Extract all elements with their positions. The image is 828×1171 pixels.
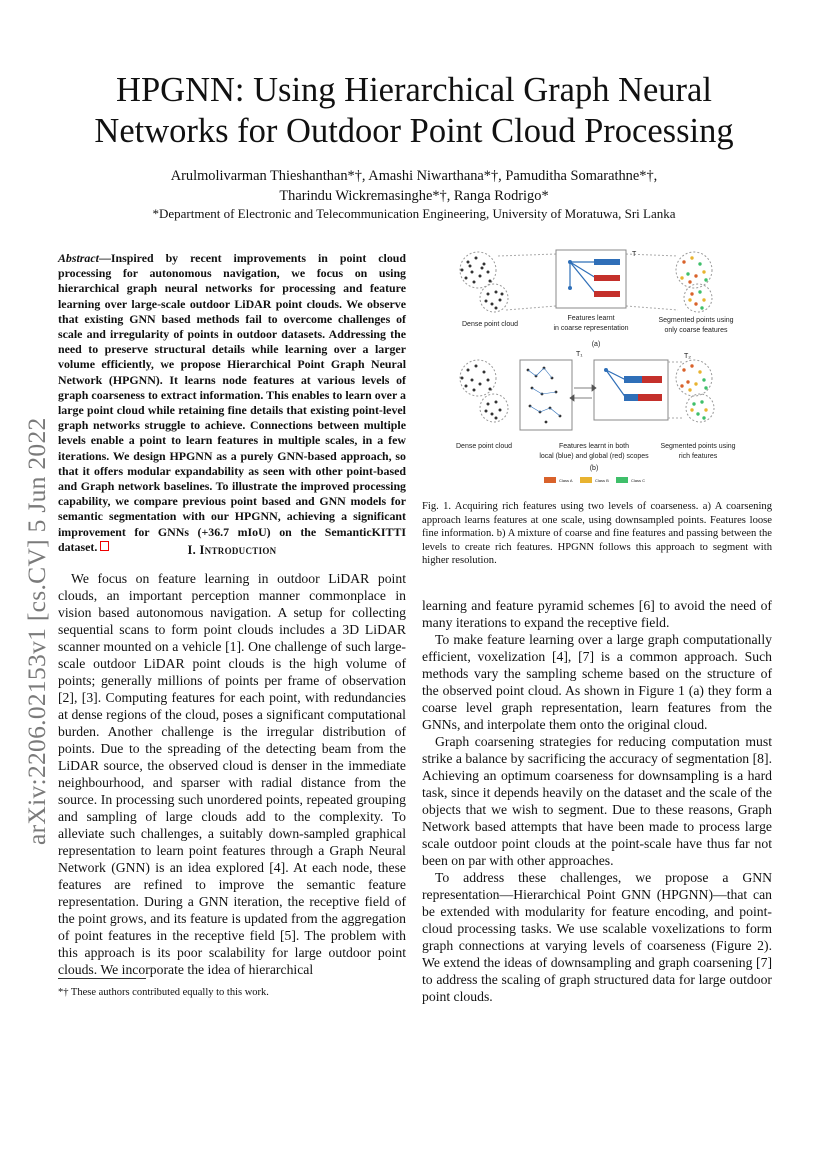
dense-points-a	[461, 257, 504, 310]
legend-swatch-class-c	[616, 477, 628, 483]
legend-label-class-b: Class B	[595, 478, 609, 483]
abstract	[58, 251, 406, 555]
a-label-dense: Dense point cloud	[462, 321, 519, 328]
a-tag: (a)	[591, 341, 601, 348]
projection-lines-b	[668, 362, 682, 418]
segmented-points-b	[680, 364, 707, 419]
t2-label: T₂	[684, 353, 691, 360]
footnote-divider	[58, 978, 146, 979]
figure-1	[446, 248, 776, 486]
b-label-segmented-2: rich features	[678, 453, 718, 460]
t-label-a: T	[632, 251, 637, 258]
authors-line-1: Arulmolivarman Thieshanthan*†, Amashi Niwarthana*†, Pamuditha Somarathne*†,	[170, 168, 658, 184]
figure-1-diagram	[446, 248, 776, 486]
dense-cloud-b	[460, 360, 508, 422]
a-label-features-2: in coarse representation	[553, 325, 629, 332]
b-tag: (b)	[589, 465, 599, 472]
feature-vector-red-1	[594, 275, 620, 281]
legend-label-class-c: Class C	[631, 478, 646, 483]
section-heading-introduction: I. Introduction	[187, 543, 277, 557]
b-label-features-1: Features learnt in both	[558, 443, 630, 450]
a-label-segmented-1: Segmented points using	[658, 317, 734, 324]
authors-line-2: Tharindu Wickremasinghe*†, Ranga Rodrigo*	[279, 188, 549, 204]
b-label-features-2: local (blue) and global (red) scopes	[539, 453, 649, 460]
left-column-body	[58, 570, 406, 978]
segmented-points-a	[680, 256, 707, 309]
feature-vector-blue-1	[594, 259, 620, 265]
b-label-segmented-1: Segmented points using	[660, 443, 736, 450]
flow-arrows-b	[570, 385, 596, 401]
title-line-2: Networks for Outdoor Point Cloud Processing	[94, 112, 734, 150]
intro-paragraph-1: We focus on feature learning in outdoor LiDAR point clouds, an important perception manner commonplace in vision based autonomous navigation. A setup for collecting sequential scans to form point clouds includes a 3D LiDAR scanner mounted on a vehicle [1]. One challenge of such large-scale outdoor LiDAR point clouds is the high volume of points; generally millions of points per frame of observation [2], [3]. Computing features for each point, with redundancies at dense regions of the cloud, poses a significant computational burden. Another challenge is the irregular distribution of points. Due to the spreading of the detecting beam from the LiDAR source, the observed cloud is denser in the immediate neighbourhood, and sparser with radial distance from the source. In processing such unordered points, repeated grouping and sampling of large clouds add to the complexity. To alleviate such challenges, a suitably down-sampled graphical representation to learn point features through a Graph Neural Network (GNN) is an idea explored [4]. At each node, these features are refined to improve the semantic feature representation. During a GNN iteration, the receptive field of the point grows, and its feature is updated from the aggregation of point features in the receptive field [5]. The problem with this approach is its poor scalability for large outdoor point clouds. We incorporate the idea of hierarchical	[58, 571, 406, 977]
a-label-segmented-2: only coarse features	[664, 327, 728, 334]
intro-paragraph-5: To address these challenges, we propose a GNN representation—Hierarchical Point GNN (HPGNN)—that can be extended with modularity for feature encoding, and point-cloud processing tasks. We use scalable voxelizations to form graph connections at varying levels of coarseness (Figure 2). We extend the ideas of downsampling and graph coarsening [7] to address the scaling of graph structured data for large outdoor point clouds.	[422, 870, 772, 1004]
intro-paragraph-4: Graph coarsening strategies for reducing computation must strike a balance by sacrificing the accuracy of segmentation [8]. Achieving an optimum coarseness for downsampling is a hard task, since it depends heavily on the dataset and the scale of the objects that we wish to segment. Due to these reasons, Graph Network based attempts that have been made to process large scale outdoor point clouds at the point-scale have thus far not been on par with other approaches.	[422, 734, 772, 868]
feature-vector-red-b1	[642, 376, 662, 383]
legend-label-class-a: Class A	[559, 478, 573, 483]
footnote: *† These authors contributed equally to this work.	[58, 987, 269, 998]
intro-paragraph-3: To make feature learning over a large graph computationally efficient, voxelization [4], [7] is a common approach. Such methods vary the sampling scheme based on the structure of the observed point cloud. As shown in Figure 1 (a) they form a coarse level graph representation, learn features from the GNNs, and interpolate them onto the original cloud.	[422, 632, 772, 732]
feature-vector-red-2	[594, 291, 620, 297]
arxiv-stamp: arXiv:2206.02153v1 [cs.CV] 5 Jun 2022	[22, 417, 51, 845]
affiliation: *Department of Electronic and Telecommunication Engineering, University of Moratuwa, Sri Lanka	[152, 206, 676, 221]
intro-paragraph-2: learning and feature pyramid schemes [6] to avoid the need of many iterations to expand the receptive field.	[422, 598, 772, 630]
abstract-label: Abstract	[58, 251, 99, 265]
dense-cloud-a	[460, 252, 508, 312]
right-column-body	[422, 597, 772, 1005]
author-list	[60, 166, 768, 206]
t1-label: T₁	[576, 351, 583, 358]
legend-swatch-class-b	[580, 477, 592, 483]
title-line-1: HPGNN: Using Hierarchical Graph Neural	[116, 71, 712, 109]
class-legend	[544, 477, 645, 483]
a-label-features-1: Features learnt	[567, 315, 615, 322]
paper-title	[60, 70, 768, 152]
feature-vector-blue-b2	[624, 394, 638, 401]
segmented-cloud-a	[676, 252, 712, 312]
panel-b	[456, 351, 736, 483]
b-label-dense: Dense point cloud	[456, 443, 513, 450]
legend-swatch-class-a	[544, 477, 556, 483]
segmented-cloud-b	[676, 360, 714, 422]
panel-a	[460, 250, 734, 348]
figure-1-caption: Fig. 1. Acquiring rich features using two levels of coarseness. a) A coarsening approach learns features at one scale, using downsampled points. Features loose fine information. b) A mixture of coarse and fine features and passing between the levels to create rich features. HPGNN follows this approach to segment with higher resolution.	[422, 501, 772, 567]
abstract-text: —Inspired by recent improvements in point cloud processing for autonomous navigation, we focus on using hierarchical graph neural networks for processing and feature learning over large-scale outdoor LiDAR point clouds. We observe that existing GNN based methods fail to overcome challenges of scale and irregularity of points in outdoor datasets. Addressing the need to preserve structural details while learning over a larger volume efficiently, we propose Hierarchical Point Graph Neural Network (HPGNN). It learns node features at various levels of graph coarseness to extract information. This enables to learn over a large point cloud while retaining fine details that existing point-level graph networks struggle to achieve. Connections between multiple levels enable a point to learn features in multiple scales, in a few iterations. We design HPGNN as a purely GNN-based approach, so that it offers modular expandability as seen with other point-based and Graph network baselines. To illustrate the improved processing capability, we compare previous point based and GNN models for semantic segmentation with our HPGNN, achieving a significant improvement for GNNs (+36.7 mIoU) on the SemanticKITTI dataset.	[58, 251, 406, 554]
